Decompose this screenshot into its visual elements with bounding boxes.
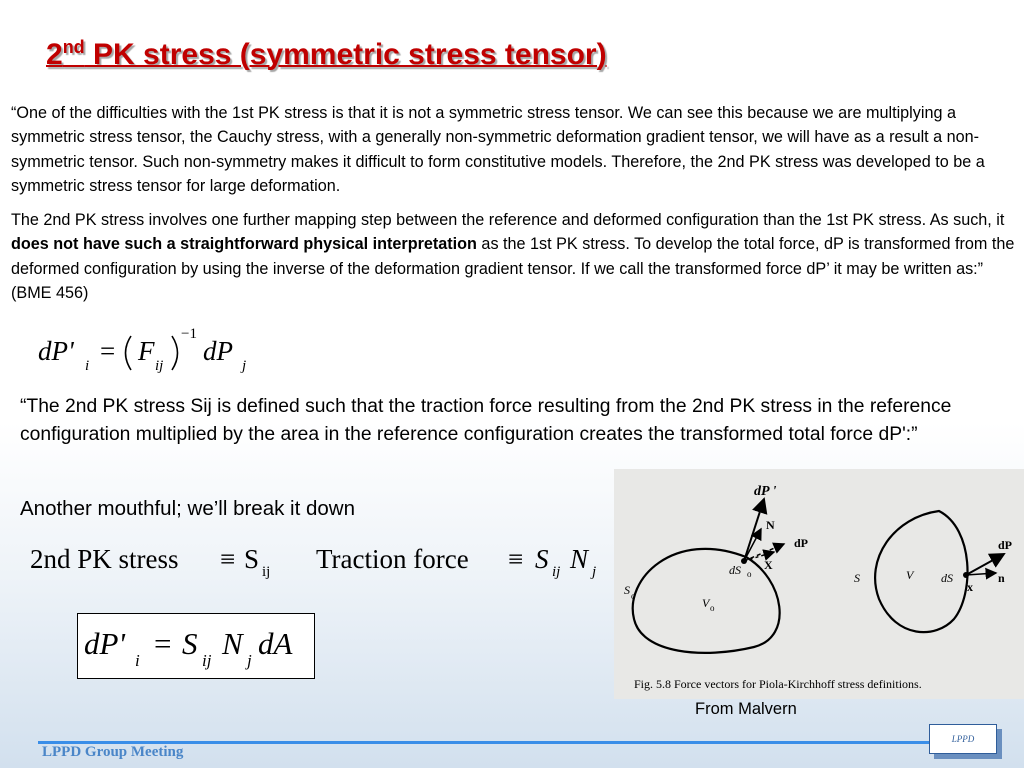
paragraph-1: “One of the difficulties with the 1st PK stress is that it is not a symmetric stress tensor. We can see this because we are multiplying a symmetric stress tensor, the Cauchy stress, with a generally non-symmetric deformation gradient tensor, we will have as a result a non-symmetric tensor. Such non-symmetry makes it difficult to form constitutive models. Therefore, the 2nd PK stress was developed to be a symmetric stress tensor for large deformation. [11, 104, 985, 195]
label-X: X [764, 558, 773, 572]
label-N-hat: N [766, 518, 775, 532]
paragraph-2-end: as the 1st PK stress. To develop the total force, dP is transformed from the deformed configuration by using the inverse of the deformation gradient tensor. If we call the transformed force dP’ it may be written as:” (BME 456) [11, 235, 1015, 302]
boxed-equation [77, 613, 315, 679]
eq2-S-sub: ij [262, 564, 271, 580]
label-S: S [854, 571, 860, 585]
lppd-logo: LPPD [929, 724, 997, 754]
eq3-S-sub: ij [202, 651, 212, 670]
label-V: V [906, 568, 914, 582]
reference-point [741, 558, 747, 564]
eq1-F: F [138, 336, 155, 366]
label-dS0: dS [729, 563, 741, 577]
eq2-equiv-1: ≡ [220, 544, 236, 574]
label-dS: dS [941, 571, 953, 585]
eq3-lhs-sub: i [135, 651, 140, 670]
eq3-tail: dA [258, 626, 293, 661]
label-V0-sub: o [710, 603, 715, 613]
quote-2: “The 2nd PK stress Sij is defined such that the traction force resulting from the 2nd PK stress in the reference configuration multiplied by the area in the reference configuration creates the transformed total force dP':” [20, 396, 952, 445]
title-text: PK stress (symmetric stress tensor) [84, 38, 607, 71]
malvern-figure [614, 469, 1024, 699]
figure-caption: Fig. 5.8 Force vectors for Piola-Kirchhoff stress definitions. [634, 677, 922, 691]
eq1-exponent: −1 [181, 326, 197, 342]
deformed-body-outline [875, 511, 967, 632]
equation-2 [30, 536, 610, 586]
eq3-N: N [222, 626, 243, 661]
eq3-equals: = [154, 626, 172, 661]
label-S0-sub: o [631, 591, 636, 601]
eq2-equiv-2: ≡ [508, 544, 524, 574]
eq2-right-label: Traction force [316, 544, 469, 574]
eq2-left-label: 2nd PK stress [30, 544, 179, 574]
eq1-equals: = [100, 336, 116, 366]
paragraph-2 [11, 208, 1019, 305]
label-dS0-sub: o [747, 569, 752, 579]
label-x: x [967, 580, 973, 594]
deformed-point [963, 572, 969, 578]
eq1-lhs-sub: i [85, 358, 90, 374]
paragraph-2-start: The 2nd PK stress involves one further mapping step between the reference and deformed configuration than the 1st PK stress. As such, it [11, 211, 1005, 229]
equation-1 [38, 320, 268, 376]
eq2-N: N [570, 544, 589, 574]
figure-credit: From Malvern [695, 700, 797, 718]
eq3-S: S [182, 626, 198, 661]
footer-text: LPPD Group Meeting [42, 744, 184, 760]
figure-diagram [614, 469, 1024, 699]
eq1-lhs: dP' [38, 336, 74, 366]
label-n-hat: n [998, 571, 1005, 585]
eq2-traction-S-sub: ij [552, 564, 561, 580]
eq1-left-paren [126, 336, 132, 370]
title-superscript: nd [62, 37, 85, 57]
label-dP-right: dP [998, 538, 1013, 552]
eq3-lhs: dP' [84, 626, 126, 661]
paragraph-2-bold: does not have such a straightforward physical interpretation [11, 235, 477, 254]
label-dP: dP [794, 536, 809, 550]
title-number: 2 [46, 38, 63, 71]
label-S0: S [624, 583, 630, 597]
equation-3 [78, 614, 314, 678]
eq3-N-sub: j [247, 651, 252, 670]
eq1-F-sub: ij [155, 358, 164, 374]
eq2-traction-S: S [535, 544, 549, 574]
slide-title [46, 38, 607, 72]
eq1-rhs: dP [203, 336, 233, 366]
label-dP-prime: dP ' [754, 484, 777, 499]
eq2-N-sub: j [592, 564, 597, 580]
mouthful-text: Another mouthful; we’ll break it down [20, 497, 356, 520]
eq1-rhs-sub: j [242, 358, 247, 374]
eq1-right-paren [172, 336, 178, 370]
eq2-S: S [244, 544, 260, 574]
label-V0: V [702, 596, 710, 610]
